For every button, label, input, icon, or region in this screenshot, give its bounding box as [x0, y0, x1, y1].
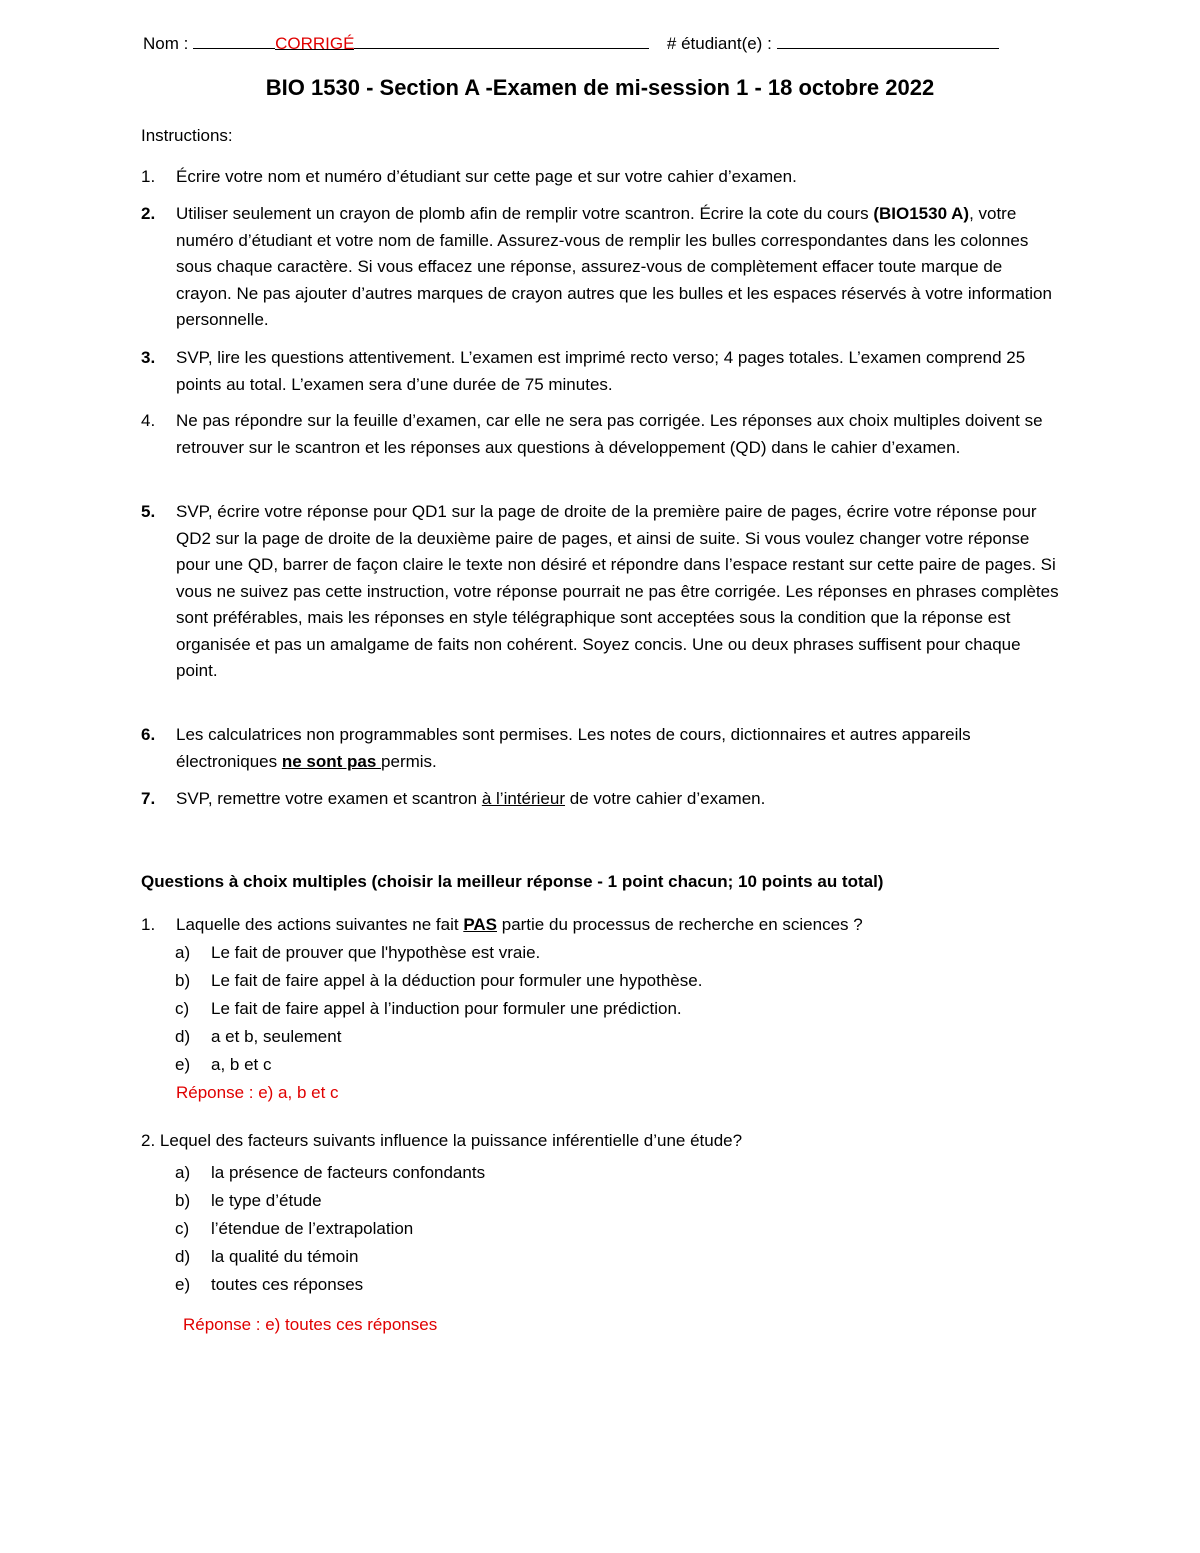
answer-text: Réponse : e) a, b et c: [176, 1083, 339, 1102]
option-letter: c): [175, 999, 190, 1018]
instruction-number: 4.: [141, 411, 156, 430]
option-e: [141, 1051, 1061, 1079]
question-text: Laquelle des actions suivantes ne fait: [176, 915, 464, 934]
option-text: Le fait de faire appel à l’induction pour formuler une prédiction.: [211, 999, 682, 1018]
name-underline-left: [193, 31, 275, 49]
instruction-item: [141, 345, 1061, 398]
student-number-underline: [777, 31, 999, 49]
option-c: [141, 1215, 1061, 1243]
option-b: [141, 967, 1061, 995]
question-text: Lequel des facteurs suivants influence la puissance inférentielle d’une étude?: [159, 1131, 743, 1150]
emphasis-text: PAS: [463, 915, 498, 934]
instruction-block-7: [141, 786, 1061, 813]
question-text-cont: partie du processus de recherche en sciences ?: [497, 915, 863, 934]
instruction-text-cont: permis.: [381, 751, 437, 771]
option-letter: b): [175, 971, 191, 990]
instruction-text: Écrire votre nom et numéro d’étudiant sur cette page et sur votre cahier d’examen.: [176, 167, 797, 186]
instruction-number: 5.: [141, 502, 156, 521]
option-d: [141, 1243, 1061, 1271]
option-a: [141, 939, 1061, 967]
option-text: Le fait de faire appel à la déduction pour formuler une hypothèse.: [211, 971, 703, 990]
student-number-label: # étudiant(e) :: [666, 34, 772, 53]
option-b: [141, 1187, 1061, 1215]
option-letter: e): [175, 1055, 191, 1074]
answer-text: Réponse : e) toutes ces réponses: [183, 1315, 438, 1334]
instruction-number: 2.: [141, 204, 156, 223]
option-letter: c): [175, 1219, 190, 1238]
instruction-text-cont: , votre numéro d’étudiant et votre nom de famille. Assurez-vous de remplir les bulles correspondantes dans les colonnes sous chaque caractère. Si vous effacez une réponse, assurez-vous de complètement effacer toute marque de crayon. Ne pas ajouter d’autres marques de crayon autres que les bulles et les espaces réservés à votre information personnelle.: [176, 204, 1052, 329]
option-c: [141, 995, 1061, 1023]
header-line: [143, 31, 1043, 56]
option-letter: a): [175, 1163, 191, 1182]
question-number: 2.: [141, 1131, 156, 1150]
instruction-text: SVP, remettre votre examen et scantron: [176, 789, 482, 808]
instruction-item: [141, 164, 1061, 191]
question-stem: [141, 911, 1061, 939]
option-d: [141, 1023, 1061, 1051]
instruction-block-3: [141, 345, 1061, 398]
instruction-text-cont: de votre cahier d’examen.: [565, 789, 766, 808]
instruction-text: SVP, écrire votre réponse pour QD1 sur la page de droite de la première paire de pages, écrire votre réponse pour QD2 sur la page de droite de la deuxième paire de pages, et ainsi de suite. Si vous voulez changer votre réponse pour une QD, barrer de façon claire le texte non désiré et répondre dans l’espace restant sur cette paire de pages. Si vous ne suivez pas cette instruction, votre réponse pourrait ne pas être corrigée. Les réponses en phrases complètes sont préférables, mais les réponses en style télégraphique sont acceptées sous la condition que la réponse est organisée et pas un amalgame de faits non cohérent. Soyez concis. Une ou deux phrases suffisent pour chaque point.: [176, 502, 1059, 680]
instruction-text: Utiliser seulement un crayon de plomb afin de remplir votre scantron. Écrire la cote du cours: [176, 204, 874, 223]
option-text: Le fait de prouver que l'hypothèse est vraie.: [211, 943, 541, 962]
option-text: le type d’étude: [211, 1191, 322, 1210]
option-text: a et b, seulement: [211, 1027, 342, 1046]
instruction-item: [141, 499, 1061, 685]
question-1: [141, 911, 1061, 1107]
instructions-list: [141, 164, 1061, 191]
instruction-number: 3.: [141, 348, 156, 367]
question-number: 1.: [141, 915, 156, 934]
instruction-item: [141, 408, 1061, 461]
option-letter: d): [175, 1027, 191, 1046]
mcq-heading: Questions à choix multiples (choisir la meilleur réponse - 1 point chacun; 10 points au total): [141, 872, 884, 891]
question-2: [141, 1127, 1061, 1339]
option-e: [141, 1271, 1061, 1299]
option-text: la présence de facteurs confondants: [211, 1163, 486, 1182]
instruction-item: [141, 722, 1061, 775]
instruction-item: [141, 201, 1061, 334]
instruction-text: SVP, lire les questions attentivement. L’examen est imprimé recto verso; 4 pages totales. L’examen comprend 25 points au total. L’examen sera d’une durée de 75 minutes.: [176, 348, 1026, 394]
option-letter: b): [175, 1191, 191, 1210]
name-value: CORRIGÉ: [275, 34, 355, 53]
option-text: l’étendue de l’extrapolation: [211, 1219, 414, 1238]
option-letter: e): [175, 1275, 191, 1294]
instruction-number: 6.: [141, 725, 156, 744]
exam-title: BIO 1530 - Section A -Examen de mi-session 1 - 18 octobre 2022: [265, 75, 935, 100]
instruction-number: 1.: [141, 167, 156, 186]
question-stem: [141, 1127, 1061, 1155]
option-a: [141, 1159, 1061, 1187]
instruction-number: 7.: [141, 789, 156, 808]
instruction-block-4: [141, 408, 1061, 461]
option-text: toutes ces réponses: [211, 1275, 364, 1294]
option-text: a, b et c: [211, 1055, 272, 1074]
instruction-item: [141, 786, 1061, 813]
name-underline-right: [354, 31, 649, 49]
instruction-text: Les calculatrices non programmables sont permises. Les notes de cours, dictionnaires et autres appareils électroniques: [176, 725, 971, 771]
instruction-block-5: [141, 499, 1061, 685]
instruction-block-2: [141, 201, 1061, 334]
option-letter: d): [175, 1247, 191, 1266]
name-label: Nom :: [143, 34, 189, 53]
instructions-label: Instructions:: [141, 126, 233, 145]
emphasis-text: ne sont pas: [281, 751, 382, 771]
underlined-text: à l’intérieur: [481, 789, 565, 808]
course-code: (BIO1530 A): [873, 204, 970, 223]
option-letter: a): [175, 943, 191, 962]
option-text: la qualité du témoin: [211, 1247, 359, 1266]
instruction-text: Ne pas répondre sur la feuille d’examen, car elle ne sera pas corrigée. Les réponses aux choix multiples doivent se retrouver sur le scantron et les réponses aux questions à développement (QD) dans le cahier d’examen.: [176, 411, 1043, 457]
instruction-block-6: [141, 722, 1061, 775]
